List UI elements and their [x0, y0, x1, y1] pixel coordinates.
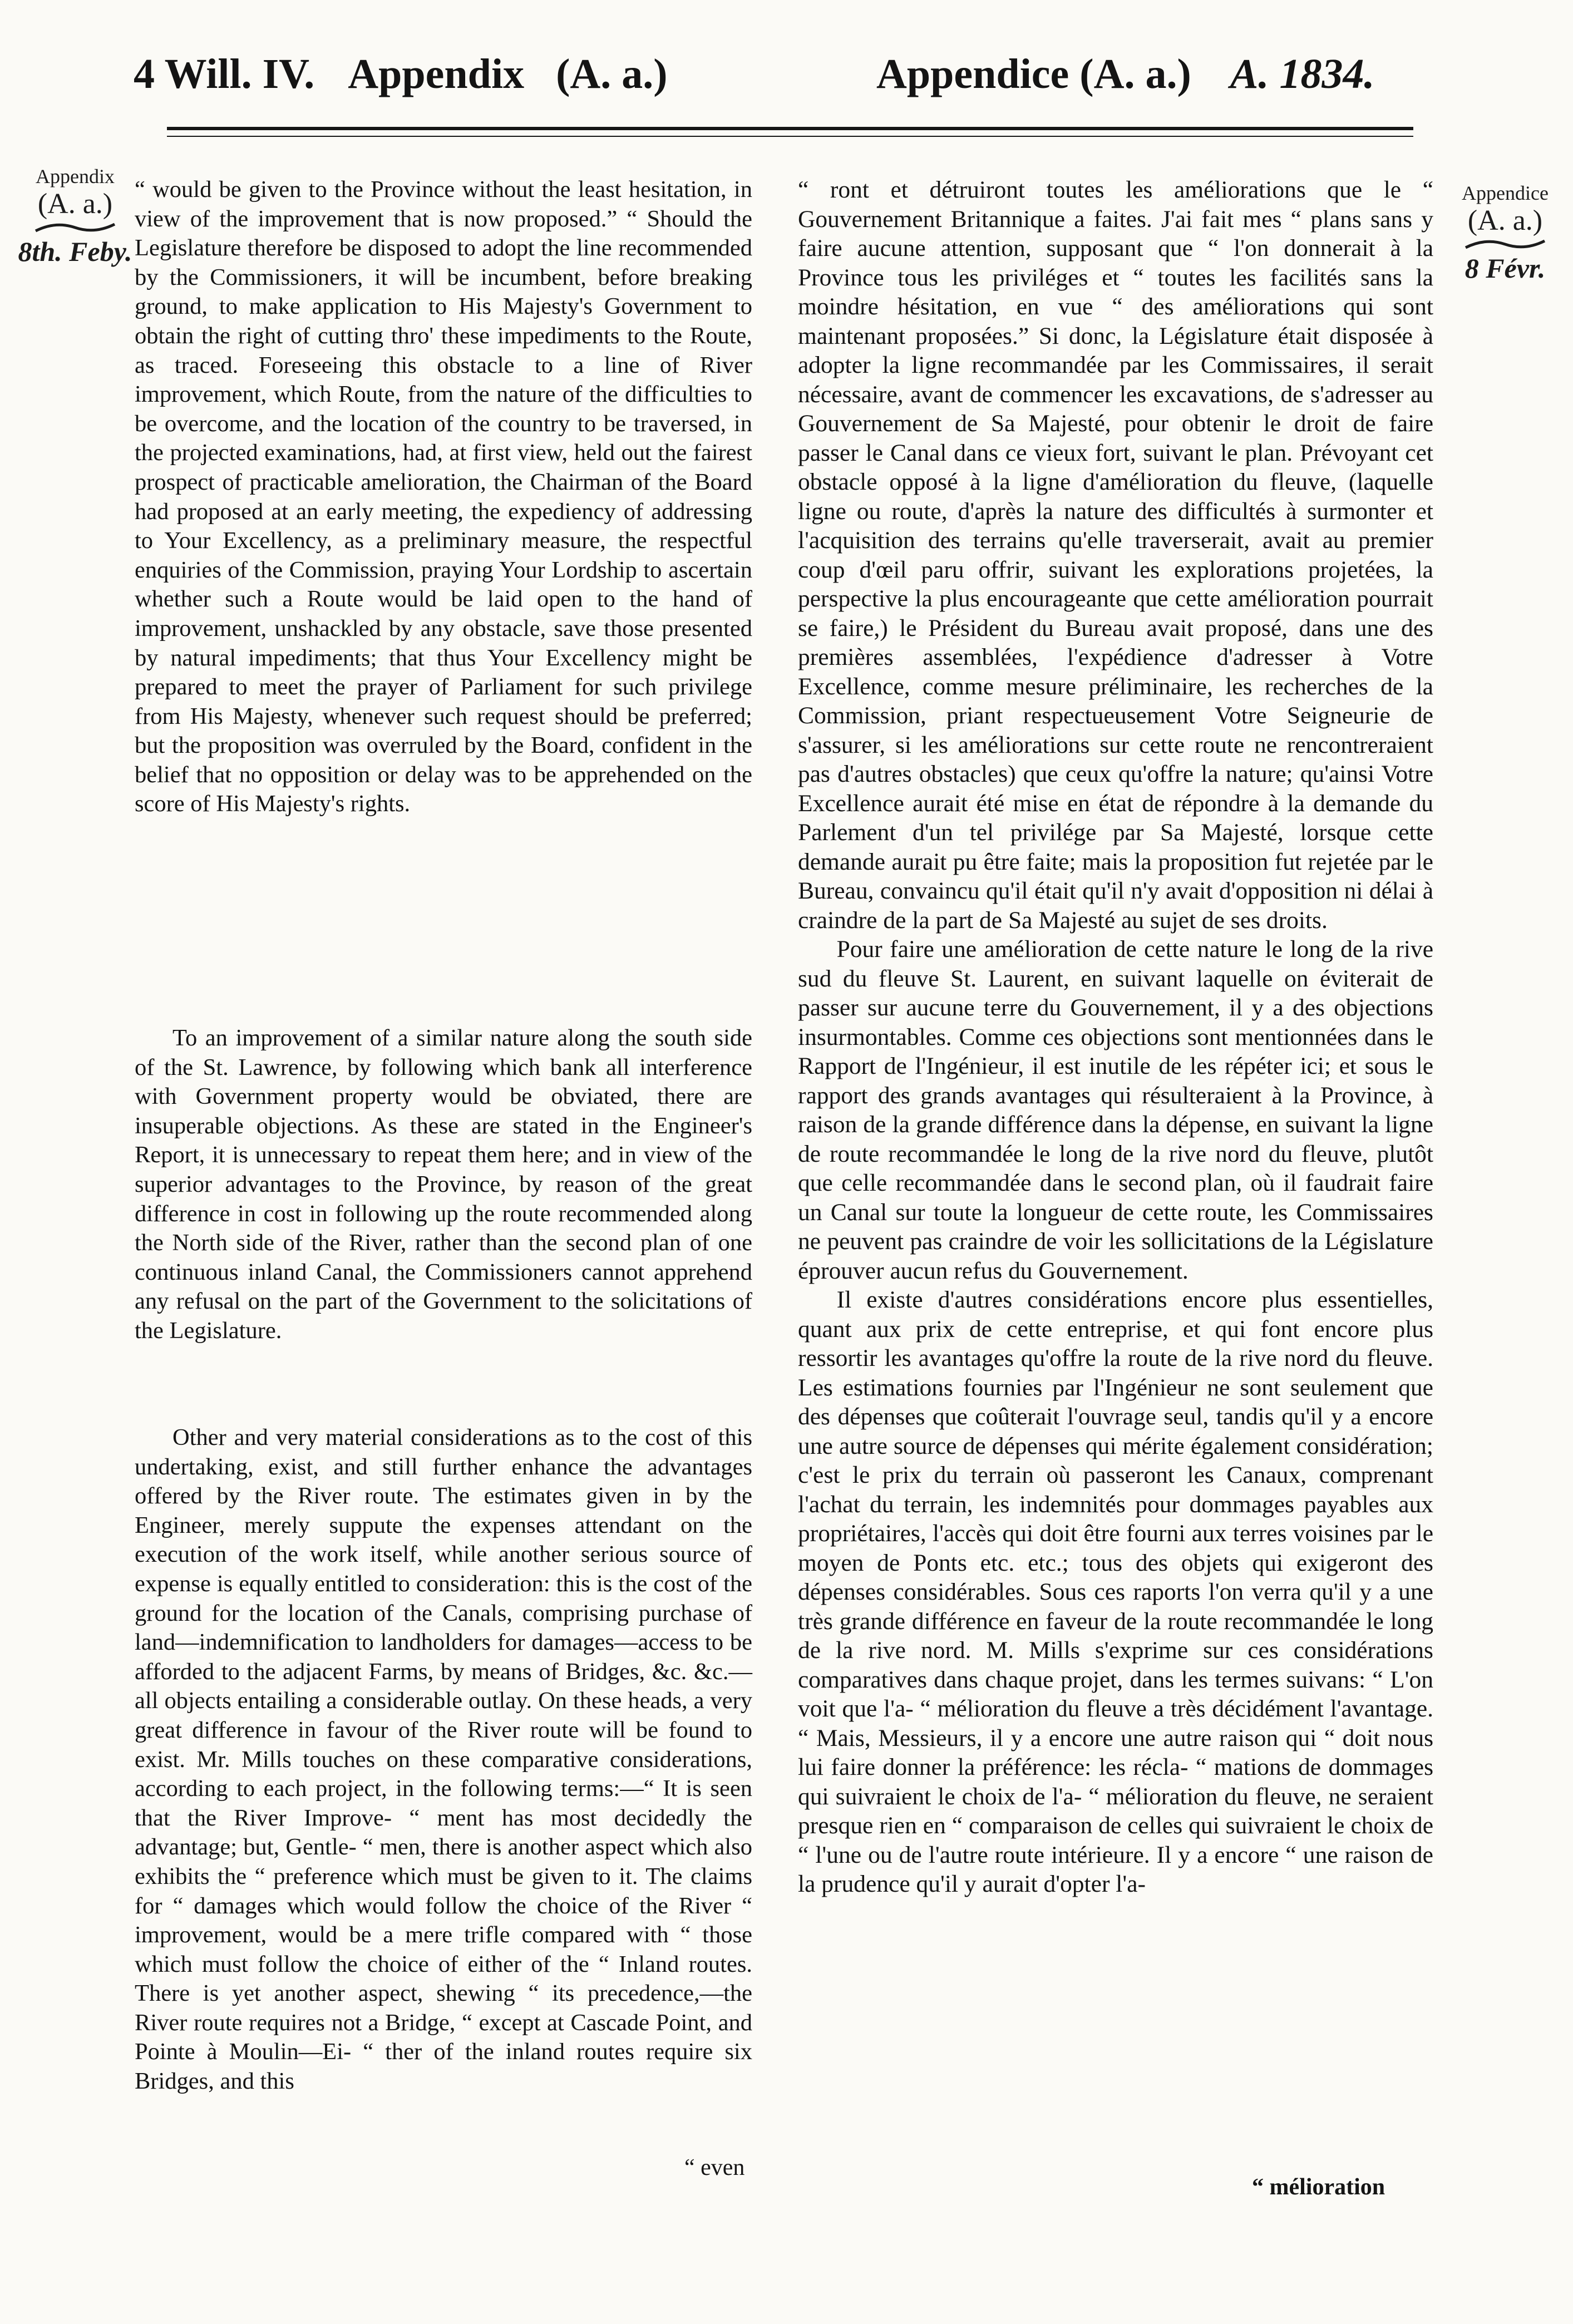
session-label: 4 Will. IV.: [134, 51, 315, 97]
english-paragraph-3: [135, 1423, 752, 2096]
margin-note-left-code: (A. a.): [37, 188, 113, 220]
english-paragraph-2-text: To an improvement of a similar nature along the south side of the St. Lawrence, by following which bank all interference with Government property would be obviated, there are insuperable objections. As these are stated in the Engineer's Report, it is unnecessary to repeat them here; and in view of the superior advantages to the Province, by reason of the great difference in cost in following up the route recommended along the North side of the River, rather than the second plan of one continuous inland Canal, the Commissioners cannot apprehend any refusal on the part of the Government to the solicitations of the Legislature.: [135, 1025, 752, 1344]
margin-note-left-date: 8th. Feby.: [18, 235, 132, 267]
appendix-en-code: (A. a.): [556, 51, 668, 97]
french-paragraph-2: Pour faire une amélioration de cette nature le long de la rive sud du fleuve St. Laurent, en suivant laquelle on éviterait de passer sur aucune terre du Gouvernement, il y a des objections insurmontables. Comme ces objections sont mentionnées dans le Rapport de l'Ingénieur, il est inutile de les répéter ici; et sous le rapport des grands avantages qui résulteraient à la Province, à raison de la grande différence dans la dépense, en suivant la ligne de route recommandée le long de la rive nord du fleuve, plutôt que celle recommandée dans le second plan, où il faudrait faire un Canal sur toute la longueur de cette route, les Commissaires ne peuvent pas craindre de voir les sollicitations de la Législature éprouver aucun refus du Gouvernement.: [798, 936, 1433, 1284]
margin-note-right: [1447, 182, 1564, 284]
header-rule-thick: [167, 127, 1413, 130]
margin-note-right-title: Appendice: [1462, 182, 1549, 204]
margin-flourish-right: [1447, 236, 1564, 253]
catchword-french: “ mélioration: [1252, 2174, 1385, 2200]
running-head: [0, 50, 1573, 117]
appendix-fr-code: (A. a.): [1079, 51, 1191, 97]
running-head-left: [134, 50, 668, 98]
english-paragraph-3-text: Other and very material considerations as to the cost of this undertaking, exist, and still further enhance the advantages offered by the River route. The estimates given in by the Engineer, merely suppute the expenses attendant on the execution of the work itself, while another serious source of expense is equally entitled to consideration: this is the cost of the ground for the location of the Canals, comprising purchase of land—indemnification to landholders for damages—access to be afforded to the adjacent Farms, by means of Bridges, &c. &c.—all objects entailing a considerable outlay. On these heads, a very great difference in favour of the River route will be found to exist. Mr. Mills touches on these comparative considerations, according to each project, in the following terms:—“ It is seen that the River Improve- “ ment has most decidedly the advantage; but, Gentle- “ men, there is another aspect which also exhibits the “ preference which must be given to it. The claims for “ damages which would follow the choice of the River “ improvement, would be a mere trifle compared with “ those which must follow the choice of either of the “ Inland routes. There is yet another aspect, shewing “ its precedence,—the River route requires not a Bridge, “ except at Cascade Point, and Pointe à Moulin—Ei- “ ther of the inland routes require six Bridges, and this: [135, 1424, 752, 2095]
french-paragraph-3: Il existe d'autres considérations encore plus essentielles, quant aux prix de cette entreprise, et qui font encore plus ressortir les avantages qu'offre la route de la rive nord du fleuve. Les estimations fournies par l'Ingénieur ne sont seulement que des dépenses que coûterait l'ouvrage seul, tandis qu'il y a encore une autre source de dépenses qui mérite également considération; c'est le prix du terrain où passeront les Canaux, comprenant l'achat du terrain, les indemnités pour dommages payables aux propriétaires, l'accès qui doit être fourni aux terres voisines par le moyen de Ponts etc. etc.; tous des objets qui exigeront des dépenses considérables. Sous ces raports l'on verra qu'il y a une très grande différence en faveur de la route recommandée le long de la rive nord. M. Mills s'exprime sur ces considérations comparatives dans chaque projet, dans les termes suivans: “ L'on voit que l'a- “ mélioration du fleuve a très décidément l'avantage. “ Mais, Messieurs, il y a encore une autre raison qui “ doit nous lui faire donner la préférence: les récla- “ mations de dommages qui suivraient le choix de l'a- “ mélioration du fleuve, ne seraient presque rien en “ comparaison de celles qui suivraient le choix de “ l'une ou de l'autre route intérieure. Il y a encore “ une raison de la prudence qu'il y aurait d'opter l'a-: [798, 1286, 1433, 1897]
appendix-en-label: Appendix: [348, 51, 525, 97]
margin-note-left: [17, 166, 134, 267]
running-head-right: [876, 50, 1375, 98]
margin-note-left-title: Appendix: [36, 165, 115, 188]
english-paragraph-2: [135, 1024, 752, 1346]
appendix-fr-label: Appendice: [876, 51, 1069, 97]
header-rule-thin: [167, 136, 1413, 137]
english-paragraph-1: [135, 175, 752, 819]
french-paragraph-1: “ ront et détruiront toutes les améliorations que le “ Gouvernement Britannique a faites. J'ai fait mes “ plans sans y faire aucune attention, supposant que “ l'on donnerait à la Province tous les priviléges et “ toutes les facilités sans la moindre hésitation, en vue “ des améliorations qui sont maintenant proposées.” Si donc, la Législature était disposée à adopter la ligne recommandée par les Commissaires, il serait nécessaire, avant de commencer les excavations, de s'adresser au Gouvernement de Sa Majesté, pour obtenir le droit de faire passer le Canal dans ce vieux fort, suivant le plan. Prévoyant cet obstacle opposé à la ligne d'amélioration du fleuve, (laquelle ligne ou route, d'après la nature des difficultés à surmonter et l'acquisition des terrains qu'elle traverserait, avait au premier coup d'œil paru offrir, suivant les explorations projetées, la perspective la plus encourageante que cette amélioration pourrait se faire,) le Président du Bureau avait proposé, dans une des premières assemblées, l'expédience d'adresser à Votre Excellence, comme mesure préliminaire, les recherches de la Commission, priant respectueusement Votre Seigneurie de s'assurer, si les améliorations sur cette route ne rencontreraient pas d'autres obstacles) que ceux qu'offre la nature; qu'ainsi Votre Excellence aurait été mise en état de répondre à la demande du Parlement d'un tel privilége par Sa Majesté, lorsque cette demande aurait pu être faite; mais la proposition fut rejetée par le Bureau, convaincu qu'il était qu'il n'y avait d'opposition ni délai à craindre de la part de Sa Majesté au sujet de ses droits.: [798, 176, 1433, 934]
margin-note-right-date: 8 Févr.: [1464, 252, 1546, 284]
catchword-english: “ even: [684, 2155, 745, 2180]
margin-note-right-code: (A. a.): [1467, 204, 1543, 236]
english-paragraph-1-text: “ would be given to the Province without the least hesitation, in view of the improvement that is now proposed.” “ Should the Legislature therefore be disposed to adopt the line recommended by the Commissioners, it will be incumbent, before breaking ground, to make application to His Majesty's Government to obtain the right of cutting thro' these impediments to the Route, as traced. Foreseeing this obstacle to a line of River improvement, which Route, from the nature of the difficulties to be overcome, and the location of the country to be traversed, in the projected examinations, had, at first view, held out the fairest prospect of practicable amelioration, the Chairman of the Board had proposed at an early meeting, the expediency of addressing to Your Excellency, as a preliminary measure, the respectful enquiries of the Commission, praying Your Lordship to ascertain whether such a Route would be laid open to the hand of improvement, unshackled by any obstacle, save those presented by natural impediments; that thus Your Excellency might be prepared to meet the prayer of Parliament for such privilege from His Majesty, whenever such request should be preferred; but the proposition was overruled by the Board, confident in the belief that no opposition or delay was to be apprehended on the score of His Majesty's rights.: [135, 176, 752, 817]
year-label: A. 1834.: [1230, 51, 1375, 97]
french-column: [798, 175, 1433, 1899]
margin-flourish-left: [17, 220, 134, 236]
